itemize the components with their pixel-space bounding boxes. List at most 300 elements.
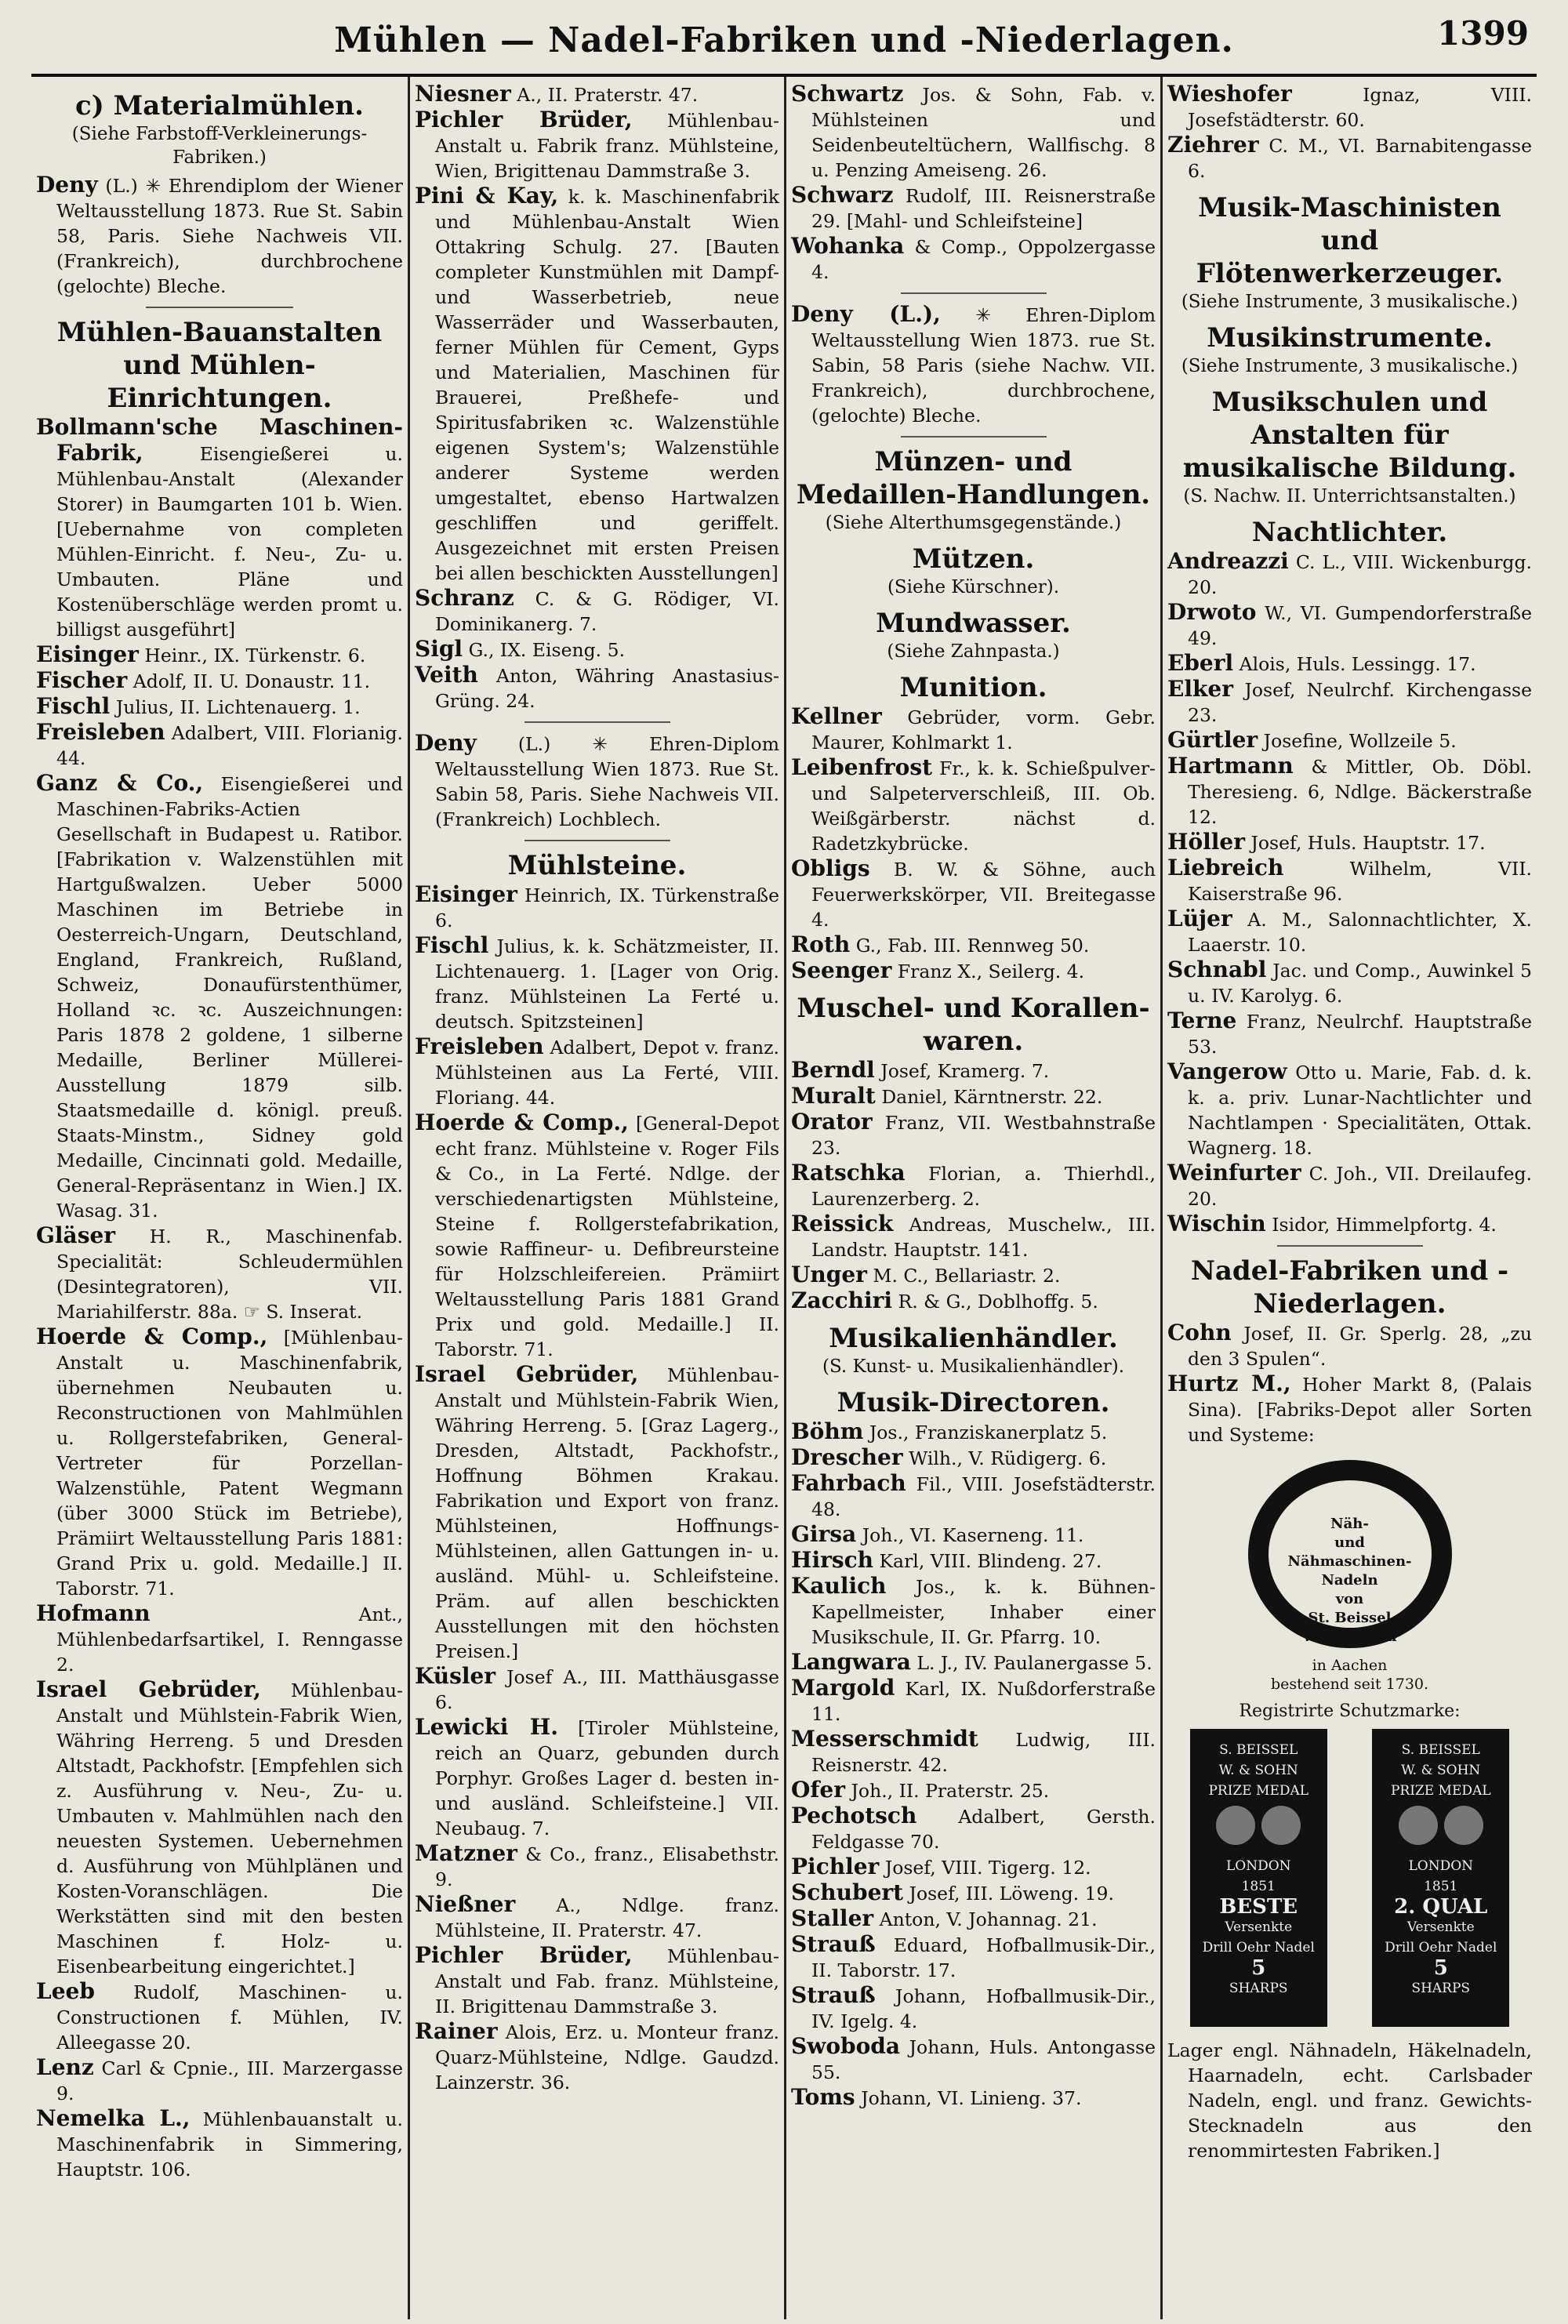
section-note: (Siehe Kürschner). bbox=[887, 577, 1060, 597]
entry-name: Seenger bbox=[791, 957, 892, 983]
entry-text: Johann, Hofballmusik-Dir., IV. Igelg. 4. bbox=[811, 1985, 1156, 2032]
section-heading: Musikinstrumente. bbox=[1207, 322, 1493, 354]
label-line: PRIZE MEDAL bbox=[1390, 1783, 1491, 1799]
directory-entry bbox=[1167, 1320, 1532, 1371]
label-line: S. BEISSEL bbox=[1219, 1742, 1298, 1758]
directory-entry bbox=[791, 1288, 1156, 1314]
entry-name: Nießner bbox=[415, 1891, 516, 1917]
column-1 bbox=[31, 77, 408, 2319]
entry-name: Weinfurter bbox=[1167, 1160, 1301, 1186]
section-note: (Siehe Zahnpasta.) bbox=[887, 641, 1060, 662]
entry-name: Hirsch bbox=[791, 1547, 874, 1573]
directory-entry bbox=[1167, 855, 1532, 906]
directory-entry bbox=[791, 2034, 1156, 2085]
entry-text: Josef, VIII. Tigerg. 12. bbox=[884, 1857, 1091, 1879]
entry-name: Deny bbox=[36, 172, 98, 198]
entry-name: Eisinger bbox=[415, 881, 517, 907]
trademark-label-left bbox=[1190, 1729, 1327, 2027]
entry-text: Josef, Kramerg. 7. bbox=[880, 1060, 1050, 1082]
entry-name: Gürtler bbox=[1167, 727, 1258, 753]
section-heading: Nadel-Fabriken und -Niederlagen. bbox=[1190, 1255, 1509, 1320]
entry-name: Andreazzi bbox=[1167, 548, 1289, 574]
directory-entry bbox=[415, 663, 779, 714]
entry-name: Rainer bbox=[415, 2018, 498, 2044]
directory-entry bbox=[415, 586, 779, 637]
directory-entry bbox=[36, 1979, 403, 2055]
directory-entry bbox=[791, 1548, 1156, 1574]
entry-name: Pichler Brüder, bbox=[415, 1942, 633, 1968]
entry-name: Israel Gebrüder, bbox=[415, 1361, 639, 1387]
divider bbox=[146, 307, 292, 308]
directory-entry bbox=[1167, 1160, 1532, 1211]
entry-text: Franz X., Seilerg. 4. bbox=[897, 960, 1085, 982]
directory-entry bbox=[791, 1906, 1156, 1932]
entry-name: Hurtz M., bbox=[1167, 1371, 1291, 1396]
entry-name: Matzner bbox=[415, 1840, 517, 1866]
entry-text: Fr., k. k. Schießpulver- und Salpeterverschleiß, III. Ob. Weißgärberstr. nächst d. Radetzkybrücke. bbox=[811, 757, 1156, 855]
directory-entry bbox=[1167, 651, 1532, 677]
medal-icon bbox=[1444, 1806, 1483, 1845]
label-line: Drill Oehr Nadel bbox=[1202, 1940, 1315, 1955]
entry-name: Terne bbox=[1167, 1008, 1237, 1033]
directory-entry bbox=[415, 1362, 779, 1664]
directory-entry bbox=[415, 1943, 779, 2019]
entry-name: Hoerde & Comp., bbox=[415, 1109, 629, 1135]
directory-entry bbox=[791, 1880, 1156, 1906]
section-heading: c) Materialmühlen. bbox=[75, 90, 364, 122]
entry-text: C. Joh., VII. Dreilaufeg. 20. bbox=[1188, 1163, 1532, 1210]
entry-text: Andreas, Muschelw., III. Landstr. Hauptstr. 141. bbox=[811, 1214, 1156, 1261]
entry-text: Mühlenbau-Anstalt und Mühlstein-Fabrik Wien, Währing Herreng. 5 und Dresden Altstadt, Packhofstr. [Empfehlen sich z. Ausführung v. Neu-, Zu- u. Umbauten v. Mahlmühlen nach den neuesten Systemen. Uebernehmen d. Ausführung von Mühlplänen und Kosten-Voranschlägen. Die Werkstätten sind mit den besten Maschinen f. Holz- u. Eisenbearbeitung eingerichtet.] bbox=[56, 1679, 403, 1977]
directory-entry bbox=[36, 1677, 403, 1979]
entry-name: Roth bbox=[791, 931, 851, 957]
section-heading: Musik-Directoren. bbox=[837, 1387, 1110, 1418]
section-heading: Munition. bbox=[899, 672, 1047, 703]
entry-text: Josef, Huls. Hauptstr. 17. bbox=[1250, 832, 1486, 854]
label-line: Versenkte bbox=[1406, 1919, 1475, 1935]
entry-name: Leeb bbox=[36, 1978, 95, 2004]
directory-entry bbox=[791, 1574, 1156, 1650]
entry-name: Pichler bbox=[791, 1854, 880, 1879]
directory-entry bbox=[1167, 1371, 1532, 1447]
entry-name: Ganz & Co., bbox=[36, 770, 204, 796]
logo-line: Näh- bbox=[1330, 1516, 1369, 1532]
entry-text: Ant., Mühlenbedarfsartikel, I. Renngasse 2. bbox=[56, 1603, 403, 1676]
directory-entry bbox=[1167, 1211, 1532, 1237]
divider bbox=[901, 292, 1047, 294]
entry-name: Obligs bbox=[791, 855, 870, 881]
entry-text: Adalbert, Depot v. franz. Mühlsteinen aus La Ferté, VIII. Floriang. 44. bbox=[435, 1037, 779, 1109]
logo-line: Nadeln bbox=[1321, 1572, 1378, 1589]
entry-name: Deny bbox=[415, 730, 477, 756]
entry-text: Rudolf, Maschinen- u. Constructionen f. Mühlen, IV. Alleegasse 20. bbox=[56, 1981, 403, 2053]
entry-text: G., Fab. III. Rennweg 50. bbox=[855, 935, 1090, 957]
directory-entry bbox=[415, 1715, 779, 1841]
label-line: PRIZE MEDAL bbox=[1208, 1783, 1309, 1799]
entry-name: Staller bbox=[791, 1905, 874, 1931]
directory-entry bbox=[791, 1262, 1156, 1288]
logo-line: St. Beissel bbox=[1308, 1610, 1392, 1626]
directory-entry bbox=[791, 856, 1156, 932]
entry-text: & Mittler, Ob. Döbl. Theresieng. 6, Ndlge. Bäckerstraße 12. bbox=[1188, 756, 1532, 828]
entry-text: & Co., franz., Elisabethstr. 9. bbox=[435, 1843, 779, 1890]
directory-entry bbox=[415, 1034, 779, 1110]
section-heading: Mundwasser. bbox=[876, 608, 1071, 639]
entry-name: Girsa bbox=[791, 1521, 857, 1547]
directory-entry bbox=[791, 183, 1156, 234]
entry-name: Messerschmidt bbox=[791, 1726, 978, 1752]
entry-text: Anton, V. Johannag. 21. bbox=[879, 1908, 1098, 1930]
directory-entry bbox=[415, 637, 779, 663]
column-3 bbox=[784, 77, 1160, 2319]
entry-name: Pini & Kay, bbox=[415, 183, 559, 209]
entry-text: Karl, IX. Nußdorferstraße 11. bbox=[811, 1678, 1156, 1725]
section-note: (S. Kunst- u. Musikalienhändler). bbox=[822, 1356, 1124, 1377]
directory-entry bbox=[36, 668, 403, 694]
label-line: Versenkte bbox=[1225, 1919, 1293, 1935]
entry-text: Mühlenbau-Anstalt u. Fabrik franz. Mühlsteine, Wien, Brigittenau Dammstraße 3. bbox=[435, 110, 779, 182]
section-heading: Nachtlichter. bbox=[1251, 517, 1448, 548]
directory-entry bbox=[415, 1892, 779, 1943]
entry-name: Wohanka bbox=[791, 233, 905, 259]
entry-text: Ignaz, VIII. Josefstädterstr. 60. bbox=[1188, 84, 1532, 131]
entry-name: Wischin bbox=[1167, 1211, 1266, 1236]
entry-name: Pechotsch bbox=[791, 1803, 917, 1828]
entry-name: Israel Gebrüder, bbox=[36, 1676, 261, 1702]
trademark-labels bbox=[1167, 1729, 1532, 2027]
directory-entry bbox=[1167, 830, 1532, 855]
directory-entry bbox=[791, 1650, 1156, 1676]
directory-entry bbox=[1167, 133, 1532, 183]
entry-name: Berndl bbox=[791, 1057, 875, 1083]
entry-text: Eisengießerei und Maschinen-Fabriks-Actien Gesellschaft in Budapest u. Ratibor. [Fabrikation v. Walzenstühlen mit Hartgußwalzen. Ueber 5000 Maschinen im Betriebe in Oesterreich-Ungarn, Deutschland, England, Frankreich, Rußland, Schweiz, Donaufürstenthümer, Holland ꝛc. ꝛc. Auszeichnungen: Paris 1878 2 goldene, 1 silberne Medaille, Berliner Müllerei-Ausstellung 1879 silb. Staatsmedaille d. königl. preuß. Staats-Minstm., Sidney gold Medaille, Cincinnati gold. Medaille, General-Repräsentanz in Wien.] IX. Wasag. 31. bbox=[56, 773, 403, 1222]
entry-name: Fischl bbox=[415, 932, 489, 958]
directory-entry bbox=[791, 1160, 1156, 1211]
logo-line: von bbox=[1335, 1591, 1364, 1607]
directory-entry bbox=[415, 1664, 779, 1715]
entry-text: & Comp., Oppolzergasse 4. bbox=[811, 236, 1156, 283]
entry-text: Otto u. Marie, Fab. d. k. k. a. priv. Lunar-Nachtlichter und Nachtlampen · Specialitäten, Ottak. Wagnerg. 18. bbox=[1188, 1062, 1532, 1159]
section-heading: Musikalienhändler. bbox=[829, 1323, 1118, 1354]
directory-entry bbox=[791, 704, 1156, 755]
label-line: LONDON bbox=[1408, 1858, 1474, 1874]
directory-entry bbox=[1167, 549, 1532, 600]
entry-text: Adalbert, VIII. Florianig. 44. bbox=[56, 722, 403, 769]
label-line: W. & SOHN bbox=[1218, 1763, 1298, 1778]
directory-entry bbox=[415, 82, 779, 107]
entry-text: Isidor, Himmelpfortg. 4. bbox=[1272, 1214, 1497, 1236]
section-heading: Mühlen-Bauanstalten und Mühlen-Einrichtungen. bbox=[56, 317, 383, 414]
entry-text: C. M., VI. Barnabitengasse 6. bbox=[1188, 135, 1532, 182]
directory-entry bbox=[36, 694, 403, 720]
directory-entry bbox=[415, 183, 779, 586]
directory-entry bbox=[415, 107, 779, 183]
directory-entry bbox=[791, 1854, 1156, 1880]
entry-text: Eisengießerei u. Mühlenbau-Anstalt (Alexander Storer) in Baumgarten 101 b. Wien. [Uebernahme von completen Mühlen-Einricht. f. Neu-, Zu- u. Umbauten. Pläne und Kostenüberschläge werden promt u. billigst ausgeführt] bbox=[56, 443, 403, 641]
column-2 bbox=[408, 77, 784, 2319]
directory-entry bbox=[36, 642, 403, 668]
entry-text: Josef A., III. Matthäusgasse 6. bbox=[435, 1666, 779, 1713]
entry-name: Strauß bbox=[791, 1931, 876, 1957]
directory-entry bbox=[415, 933, 779, 1034]
entry-text: A., II. Praterstr. 47. bbox=[517, 84, 699, 106]
directory-entry bbox=[791, 1932, 1156, 1983]
divider bbox=[524, 721, 670, 723]
entry-name: Fischl bbox=[36, 693, 111, 719]
directory-entry bbox=[791, 234, 1156, 285]
entry-text: C. L., VIII. Wickenburgg. 20. bbox=[1188, 551, 1532, 598]
entry-text: Johann, VI. Linieng. 37. bbox=[861, 2087, 1082, 2109]
entry-text: Julius, II. Lichtenauerg. 1. bbox=[115, 696, 361, 718]
entry-name: Unger bbox=[791, 1262, 867, 1287]
logo-line: Ww. & Sohn bbox=[1302, 1629, 1397, 1645]
entry-text: Hoher Markt 8, (Palais Sina). [Fabriks-Depot aller Sorten und Systeme: bbox=[1188, 1374, 1532, 1446]
directory-entry bbox=[791, 302, 1156, 428]
entry-name: Langwara bbox=[791, 1649, 911, 1675]
entry-text: (L.) ✳ Ehren-Diplom Weltausstellung Wien 1873. Rue St. Sabin 58, Paris. Siehe Nachweis VII. (Frankreich) Lochblech. bbox=[435, 733, 779, 830]
entry-text: Josef, Neulrchf. Kirchengasse 23. bbox=[1188, 679, 1532, 726]
directory-entry bbox=[791, 1676, 1156, 1727]
entry-text: Alois, Erz. u. Monteur franz. Quarz-Mühlsteine, Ndlge. Gaudzd. Lainzerstr. 36. bbox=[435, 2021, 779, 2093]
entry-name: Margold bbox=[791, 1675, 895, 1701]
entry-name: Freisleben bbox=[415, 1033, 544, 1059]
directory-entry bbox=[36, 415, 403, 642]
directory-entry bbox=[791, 1803, 1156, 1854]
medal-icon bbox=[1399, 1806, 1438, 1845]
entry-text: Adolf, II. U. Donaustr. 11. bbox=[132, 670, 371, 692]
label-line: 2. QUAL bbox=[1394, 1895, 1488, 1919]
entry-name: Deny (L.), bbox=[791, 301, 941, 327]
entry-name: Cohn bbox=[1167, 1320, 1232, 1345]
entry-text: Fil., VIII. Josefstädterstr. 48. bbox=[811, 1473, 1156, 1520]
entry-text: Wilhelm, VII. Kaiserstraße 96. bbox=[1188, 858, 1532, 905]
directory-entry bbox=[791, 1058, 1156, 1084]
medal-icons bbox=[1190, 1801, 1327, 1856]
entry-text: Franz, Neulrchf. Hauptstraße 53. bbox=[1188, 1011, 1532, 1058]
entry-name: Ofer bbox=[791, 1777, 846, 1803]
label-line: SHARPS bbox=[1229, 1981, 1288, 1996]
entry-name: Hartmann bbox=[1167, 753, 1294, 779]
directory-entry bbox=[36, 2106, 403, 2182]
directory-entry bbox=[1167, 906, 1532, 957]
entry-text: Heinr., IX. Türkenstr. 6. bbox=[144, 645, 366, 666]
directory-entry bbox=[36, 1324, 403, 1601]
entry-text: Adalbert, Gersth. Feldgasse 70. bbox=[811, 1806, 1156, 1853]
entry-name: Eisinger bbox=[36, 641, 139, 667]
page-number: 1399 bbox=[1437, 14, 1529, 53]
directory-entry bbox=[791, 1777, 1156, 1803]
entry-text: Josef, II. Gr. Sperlg. 28, „zu den 3 Spulen“. bbox=[1188, 1323, 1532, 1370]
entry-name: Fischer bbox=[36, 667, 128, 693]
entry-name: Zacchiri bbox=[791, 1287, 893, 1313]
entry-name: Vangerow bbox=[1167, 1059, 1287, 1084]
entry-name: Lüjer bbox=[1167, 906, 1232, 931]
entry-text: Gebrüder, vorm. Gebr. Maurer, Kohlmarkt 1. bbox=[811, 706, 1156, 753]
entry-name: Sigl bbox=[415, 636, 463, 662]
section-heading: Mützen. bbox=[912, 543, 1035, 575]
entry-name: Liebreich bbox=[1167, 855, 1284, 881]
divider bbox=[524, 840, 670, 841]
entry-text: A. M., Salonnachtlichter, X. Laaerstr. 10. bbox=[1188, 909, 1532, 956]
logo-since: bestehend seit 1730. bbox=[1270, 1676, 1429, 1693]
entry-name: Drwoto bbox=[1167, 599, 1257, 625]
logo-line: Nähmaschinen- bbox=[1287, 1553, 1412, 1570]
entry-text: Carl & Cpnie., III. Marzergasse 9. bbox=[56, 2057, 403, 2104]
entry-text: Karl, VIII. Blindeng. 27. bbox=[879, 1550, 1102, 1572]
directory-entry bbox=[1167, 1059, 1532, 1160]
entry-name: Eberl bbox=[1167, 650, 1234, 676]
column-4-entries bbox=[1167, 82, 1532, 1447]
directory-entry bbox=[791, 755, 1156, 856]
section-note: (Siehe Farbstoff-Verkleinerungs-Fabriken.) bbox=[71, 124, 368, 168]
entry-name: Kaulich bbox=[791, 1573, 887, 1599]
label-line: 5 bbox=[1251, 1956, 1266, 1980]
directory-entry bbox=[791, 1471, 1156, 1522]
entry-text: Joh., VI. Kaserneng. 11. bbox=[862, 1524, 1084, 1546]
directory-entry bbox=[1167, 82, 1532, 133]
section-note: (Siehe Instrumente, 3 musikalische.) bbox=[1181, 356, 1519, 376]
trademark-label-right bbox=[1372, 1729, 1509, 2027]
entry-name: Toms bbox=[791, 2084, 855, 2110]
entry-name: Drescher bbox=[791, 1444, 903, 1470]
entry-text: [General-Depot echt franz. Mühlsteine v. Roger Fils & Co., in La Ferté. Ndlge. der verschiedenartigsten Mühlsteine, Steine f. Rollgerstefabrikation, sowie Raffineur- u. Defibreursteine für Holzschleifereien. Prämiirt Weltausstellung Paris 1881 Grand Prix und gold. Medaille.] II. Taborstr. 71. bbox=[435, 1113, 779, 1360]
directory-entry bbox=[415, 882, 779, 933]
entry-text: M. C., Bellariastr. 2. bbox=[873, 1265, 1061, 1287]
entry-text: Josefine, Wollzeile 5. bbox=[1263, 730, 1457, 752]
entry-name: Schwartz bbox=[791, 81, 904, 107]
directory-entry bbox=[415, 2019, 779, 2095]
entry-name: Schubert bbox=[791, 1879, 904, 1905]
entry-text: Jac. und Comp., Auwinkel 5 u. IV. Karolyg. 6. bbox=[1188, 960, 1532, 1007]
trademark-title: Registrirte Schutzmarke: bbox=[1239, 1701, 1461, 1721]
entry-text: Julius, k. k. Schätzmeister, II. Lichtenauerg. 1. [Lager von Orig. franz. Mühlsteinen La Ferté u. deutsch. Spitzsteinen] bbox=[435, 935, 779, 1033]
directory-entry bbox=[415, 1110, 779, 1362]
logo-line: und bbox=[1334, 1534, 1365, 1551]
entry-text: Jos. & Sohn, Fab. v. Mühlsteinen und Seidenbeuteltüchern, Wallfischg. 8 u. Penzing Ameiseng. 26. bbox=[811, 84, 1156, 181]
entry-name: Lenz bbox=[36, 2054, 94, 2080]
entry-text: Florian, a. Thierhdl., Laurenzerberg. 2. bbox=[811, 1163, 1156, 1210]
entry-text: Alois, Huls. Lessingg. 17. bbox=[1239, 653, 1476, 675]
entry-text: ✳ Ehren-Diplom Weltausstellung Wien 1873. rue St. Sabin, 58 Paris (siehe Nachw. VII. Frankreich), durchbrochene, (gelochte) Bleche. bbox=[811, 304, 1156, 427]
entry-name: Nemelka L., bbox=[36, 2105, 191, 2131]
directory-entry bbox=[791, 1727, 1156, 1777]
directory-entry bbox=[1167, 753, 1532, 830]
beissel-logo bbox=[1248, 1460, 1452, 1648]
section-heading: Münzen- und Medaillen-Handlungen. bbox=[796, 446, 1151, 510]
entry-name: Schwarz bbox=[791, 182, 894, 208]
section-note: (Siehe Alterthumsgegenstände.) bbox=[825, 513, 1122, 533]
entry-text: Johann, Huls. Antongasse 55. bbox=[811, 2036, 1156, 2083]
entry-text: Wilh., V. Rüdigerg. 6. bbox=[909, 1447, 1107, 1469]
entry-name: Ratschka bbox=[791, 1160, 906, 1186]
entry-name: Hofmann bbox=[36, 1600, 151, 1626]
directory-entry bbox=[1167, 957, 1532, 1008]
entry-text: H. R., Maschinenfab. Specialität: Schleudermühlen (Desintegratoren), VII. Mariahilferstr. 88a. ☞ S. Inserat. bbox=[56, 1226, 403, 1323]
entry-name: Böhm bbox=[791, 1418, 864, 1444]
entry-text: [Tiroler Mühlsteine, reich an Quarz, gebunden durch Porphyr. Großes Lager d. besten in- und ausländ. Schleifsteine.] VII. Neubaug. 7. bbox=[435, 1717, 780, 1839]
entry-name: Strauß bbox=[791, 1982, 876, 2008]
entry-name: Bollmann'sche Maschinen-Fabrik, bbox=[36, 414, 403, 466]
directory-entry bbox=[791, 1983, 1156, 2034]
directory-entry bbox=[36, 771, 403, 1223]
medal-icon bbox=[1216, 1806, 1255, 1845]
entry-name: Wieshofer bbox=[1167, 81, 1292, 107]
entry-name: Höller bbox=[1167, 829, 1245, 855]
directory-entry bbox=[791, 1445, 1156, 1471]
section-heading: Musikschulen und Anstalten für musikalische Bildung. bbox=[1182, 387, 1517, 484]
entry-text: W., VI. Gumpendorferstraße 49. bbox=[1188, 602, 1532, 649]
directory-entry bbox=[1167, 728, 1532, 753]
directory-entry bbox=[1167, 677, 1532, 728]
entry-text: B. W. & Söhne, auch Feuerwerkskörper, VII. Breitegasse 4. bbox=[811, 859, 1156, 931]
entry-name: Küsler bbox=[415, 1663, 496, 1689]
divider bbox=[1277, 1245, 1423, 1247]
entry-text: Daniel, Kärntnerstr. 22. bbox=[881, 1086, 1103, 1108]
section-heading: Musik-Maschinisten und Flötenwerkerzeuger. bbox=[1196, 192, 1504, 289]
directory-entry bbox=[36, 2055, 403, 2106]
entry-text: Mühlenbauanstalt u. Maschinenfabrik in Simmering, Hauptstr. 106. bbox=[56, 2108, 403, 2181]
directory-entry bbox=[415, 1841, 779, 1892]
directory-entry bbox=[791, 1419, 1156, 1445]
directory-entry bbox=[791, 1211, 1156, 1262]
medal-icon bbox=[1261, 1806, 1301, 1845]
entry-text: C. & G. Rödiger, VI. Dominikanerg. 7. bbox=[435, 588, 779, 635]
label-line: 1851 bbox=[1241, 1879, 1276, 1894]
directory-entry bbox=[791, 1084, 1156, 1109]
entry-text: A., Ndlge. franz. Mühlsteine, II. Praterstr. 47. bbox=[435, 1894, 779, 1941]
page-header bbox=[31, 6, 1537, 77]
entry-name: Lewicki H. bbox=[415, 1714, 558, 1740]
directory-entry bbox=[791, 958, 1156, 984]
directory-entry bbox=[415, 731, 779, 832]
entry-name: Swoboda bbox=[791, 2033, 900, 2059]
entry-text: k. k. Maschinenfabrik und Mühlenbau-Anstalt Wien Ottakring Schulg. 27. [Bauten completer Kunstmühlen mit Dampf- und Wasserbetrieb, neue Wasserräder und Wasserbauten, ferner Mühlen für Cement, Gyps und Materialien, Maschinen für Brauerei, Preßhefe- und Spiritusfabriken ꝛc. Walzenstühle eigenen System's; Walzenstühle anderer Systeme werden umgestaltet, ebenso Hartwalzen geschliffen und geriffelt. Ausgezeichnet mit ersten Preisen bei allen beschickten Ausstellungen] bbox=[435, 186, 779, 584]
entry-text: Anton, Währing Anastasius-Grüng. 24. bbox=[435, 665, 779, 712]
medal-icons bbox=[1372, 1801, 1509, 1856]
entry-name: Fahrbach bbox=[791, 1470, 906, 1496]
entry-name: Orator bbox=[791, 1109, 873, 1135]
directory-entry bbox=[1167, 600, 1532, 651]
directory-entry bbox=[791, 2085, 1156, 2111]
entry-text: Ludwig, III. Reisnerstr. 42. bbox=[811, 1729, 1156, 1776]
directory-entry bbox=[791, 1522, 1156, 1548]
label-line: S. BEISSEL bbox=[1401, 1742, 1480, 1758]
entry-text: Mühlenbau-Anstalt und Fab. franz. Mühlsteine, II. Brigittenau Dammstraße 3. bbox=[435, 1945, 779, 2017]
entry-text: Eduard, Hofballmusik-Dir., II. Taborstr. 17. bbox=[811, 1934, 1156, 1981]
entry-text: Josef, III. Löweng. 19. bbox=[909, 1883, 1114, 1905]
entry-name: Niesner bbox=[415, 81, 511, 107]
directory-entry bbox=[1167, 1008, 1532, 1059]
section-heading: Mühlsteine. bbox=[507, 850, 687, 881]
entry-text: Franz, VII. Westbahnstraße 23. bbox=[811, 1112, 1156, 1159]
entry-text: [Mühlenbau-Anstalt u. Maschinenfabrik, übernehmen Neubauten u. Reconstructionen von Mahlmühlen u. Rollgerstefabriken, General-Vertreter für Porzellan-Walzenstühle, Patent Wegmann (über 3000 Stück im Betriebe), Prämiirt Weltausstellung Paris 1881: Grand Prix u. gold. Medaille.] II. Taborstr. 71. bbox=[56, 1327, 403, 1600]
columns bbox=[31, 77, 1537, 2319]
entry-name: Hoerde & Comp., bbox=[36, 1324, 268, 1349]
entry-text: Jos., Franziskanerplatz 5. bbox=[869, 1422, 1108, 1443]
label-line: Drill Oehr Nadel bbox=[1385, 1940, 1497, 1955]
directory-entry bbox=[36, 1223, 403, 1324]
label-line: 5 bbox=[1433, 1956, 1448, 1980]
footer-text: Lager engl. Nähnadeln, Häkelnadeln, Haarnadeln, echt. Carlsbader Nadeln, engl. und franz. Gewichts-Stecknadeln aus den renommirtesten Fabriken.] bbox=[1167, 2039, 1532, 2162]
label-line: 1851 bbox=[1424, 1879, 1458, 1894]
label-line: W. & SOHN bbox=[1401, 1763, 1481, 1778]
entry-name: Muralt bbox=[791, 1083, 876, 1109]
entry-name: Elker bbox=[1167, 676, 1233, 702]
entry-text: G., IX. Eiseng. 5. bbox=[468, 639, 626, 661]
entry-name: Leibenfrost bbox=[791, 754, 933, 780]
entry-text: Joh., II. Praterstr. 25. bbox=[851, 1780, 1050, 1802]
label-line: SHARPS bbox=[1411, 1981, 1471, 1996]
